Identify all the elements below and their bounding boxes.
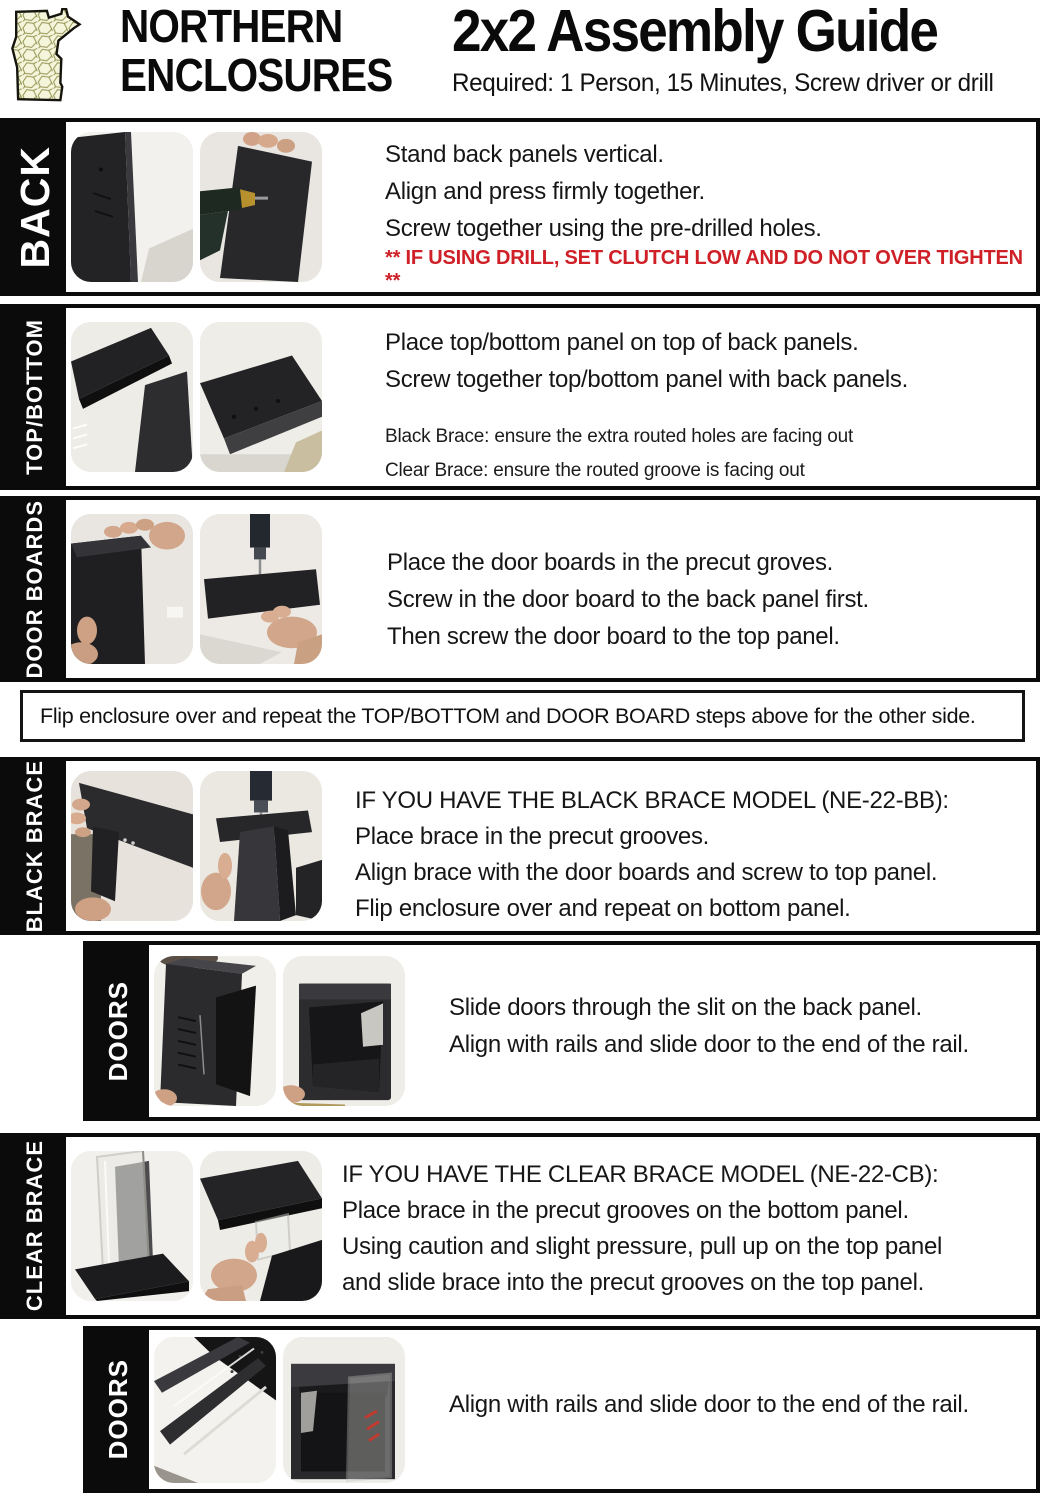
section-top-bottom-sidebar xyxy=(4,308,66,486)
section-back-photos xyxy=(66,122,322,292)
section-doors-top-photos xyxy=(149,945,405,1117)
photo-black-brace-placing xyxy=(71,771,193,921)
photo-black-brace-screwing xyxy=(200,771,322,921)
section-top-bottom xyxy=(0,304,1040,490)
section-door-boards xyxy=(0,496,1040,682)
section-black-brace xyxy=(0,757,1040,935)
instruction-line: Stand back panels vertical. xyxy=(385,141,664,168)
instruction-line: IF YOU HAVE THE BLACK BRACE MODEL (NE-22-BB): xyxy=(355,787,949,814)
instruction-line: Align brace with the door boards and screw to top panel. xyxy=(355,859,938,886)
minnesota-state-logo-icon xyxy=(6,8,84,104)
instruction-line: Screw together using the pre-drilled holes. xyxy=(385,215,822,242)
instruction-line: Place top/bottom panel on top of back panels. xyxy=(385,329,859,356)
section-doors-bottom-label: DOORS xyxy=(102,1359,133,1460)
section-back xyxy=(0,118,1040,296)
instruction-line: IF YOU HAVE THE CLEAR BRACE MODEL (NE-22-CB): xyxy=(342,1161,939,1188)
photo-back-drill-screwing xyxy=(200,132,322,282)
instruction-line: Using caution and slight pressure, pull up on the top panel xyxy=(342,1233,943,1260)
section-clear-brace-sidebar xyxy=(4,1137,66,1315)
section-clear-brace-photos xyxy=(66,1137,322,1315)
instruction-line: Align and press firmly together. xyxy=(385,178,705,205)
section-door-boards-photos xyxy=(66,500,322,678)
drill-warning-text: ** IF USING DRILL, SET CLUTCH LOW AND DO NOT OVER TIGHTEN ** xyxy=(385,247,1023,292)
section-top-bottom-photos xyxy=(66,308,322,486)
photo-top-panel-placed xyxy=(200,322,322,472)
section-back-sidebar xyxy=(4,122,66,292)
photo-door-board-drilling xyxy=(200,514,322,664)
section-doors-top-label: DOORS xyxy=(102,980,133,1082)
flip-enclosure-note: Flip enclosure over and repeat the TOP/BOTTOM and DOOR BOARD steps above for the other side. xyxy=(20,690,1025,742)
requirements-subtitle: Required: 1 Person, 15 Minutes, Screw driver or drill xyxy=(452,69,994,97)
brand-name xyxy=(120,2,392,100)
instruction-line: Place the door boards in the precut groves. xyxy=(387,549,834,576)
page-header xyxy=(0,0,1045,112)
section-doors-top-sidebar xyxy=(87,945,149,1117)
section-door-boards-sidebar xyxy=(4,500,66,678)
clear-brace-note: Clear Brace: ensure the routed groove is facing out xyxy=(385,460,805,481)
instruction-line: Place brace in the precut grooves on the bottom panel. xyxy=(342,1197,909,1224)
instruction-line: Align with rails and slide door to the end of the rail. xyxy=(449,1031,969,1058)
photo-clear-door-on-rail xyxy=(154,1337,276,1483)
instruction-line: Align with rails and slide door to the end of the rail. xyxy=(449,1391,969,1418)
photo-top-panel-corner xyxy=(71,322,193,472)
section-door-boards-label: DOOR BOARDS xyxy=(22,499,47,679)
section-black-brace-label: BLACK BRACE xyxy=(22,759,47,933)
photo-back-panels-standing xyxy=(71,132,193,282)
instruction-line: and slide brace into the precut grooves on the top panel. xyxy=(342,1269,924,1296)
black-brace-note: Black Brace: ensure the extra routed holes are facing out xyxy=(385,426,854,447)
section-doors-bottom-sidebar xyxy=(87,1330,149,1489)
instruction-line: Place brace in the precut grooves. xyxy=(355,823,710,850)
section-black-brace-photos xyxy=(66,761,322,931)
page-title: 2x2 Assembly Guide xyxy=(452,0,938,64)
instruction-line: Screw together top/bottom panel with back panels. xyxy=(385,366,908,393)
photo-door-slide-back-slit xyxy=(154,956,276,1106)
instruction-line: Screw in the door board to the back panel first. xyxy=(387,586,869,613)
section-doors-top xyxy=(83,941,1040,1121)
section-doors-bottom-photos xyxy=(149,1330,405,1489)
section-doors-bottom xyxy=(83,1326,1040,1493)
photo-door-board-placing xyxy=(71,514,193,664)
section-clear-brace-label: CLEAR BRACE xyxy=(22,1140,47,1312)
instruction-line: Then screw the door board to the top panel. xyxy=(387,623,840,650)
brand-line2: ENCLOSURES xyxy=(120,49,393,101)
section-back-label: BACK xyxy=(11,145,58,269)
instruction-line: Flip enclosure over and repeat on bottom panel. xyxy=(355,895,851,922)
section-clear-brace xyxy=(0,1133,1040,1319)
photo-clear-brace-standing xyxy=(71,1151,193,1301)
section-top-bottom-label: TOP/BOTTOM xyxy=(22,319,47,475)
photo-door-slid-to-rail-end xyxy=(283,1337,405,1483)
instruction-line: Slide doors through the slit on the back panel. xyxy=(449,994,922,1021)
photo-clear-brace-inserting xyxy=(200,1151,322,1301)
photo-door-align-rails xyxy=(283,956,405,1106)
section-black-brace-sidebar xyxy=(4,761,66,931)
brand-line1: NORTHERN xyxy=(120,0,343,52)
